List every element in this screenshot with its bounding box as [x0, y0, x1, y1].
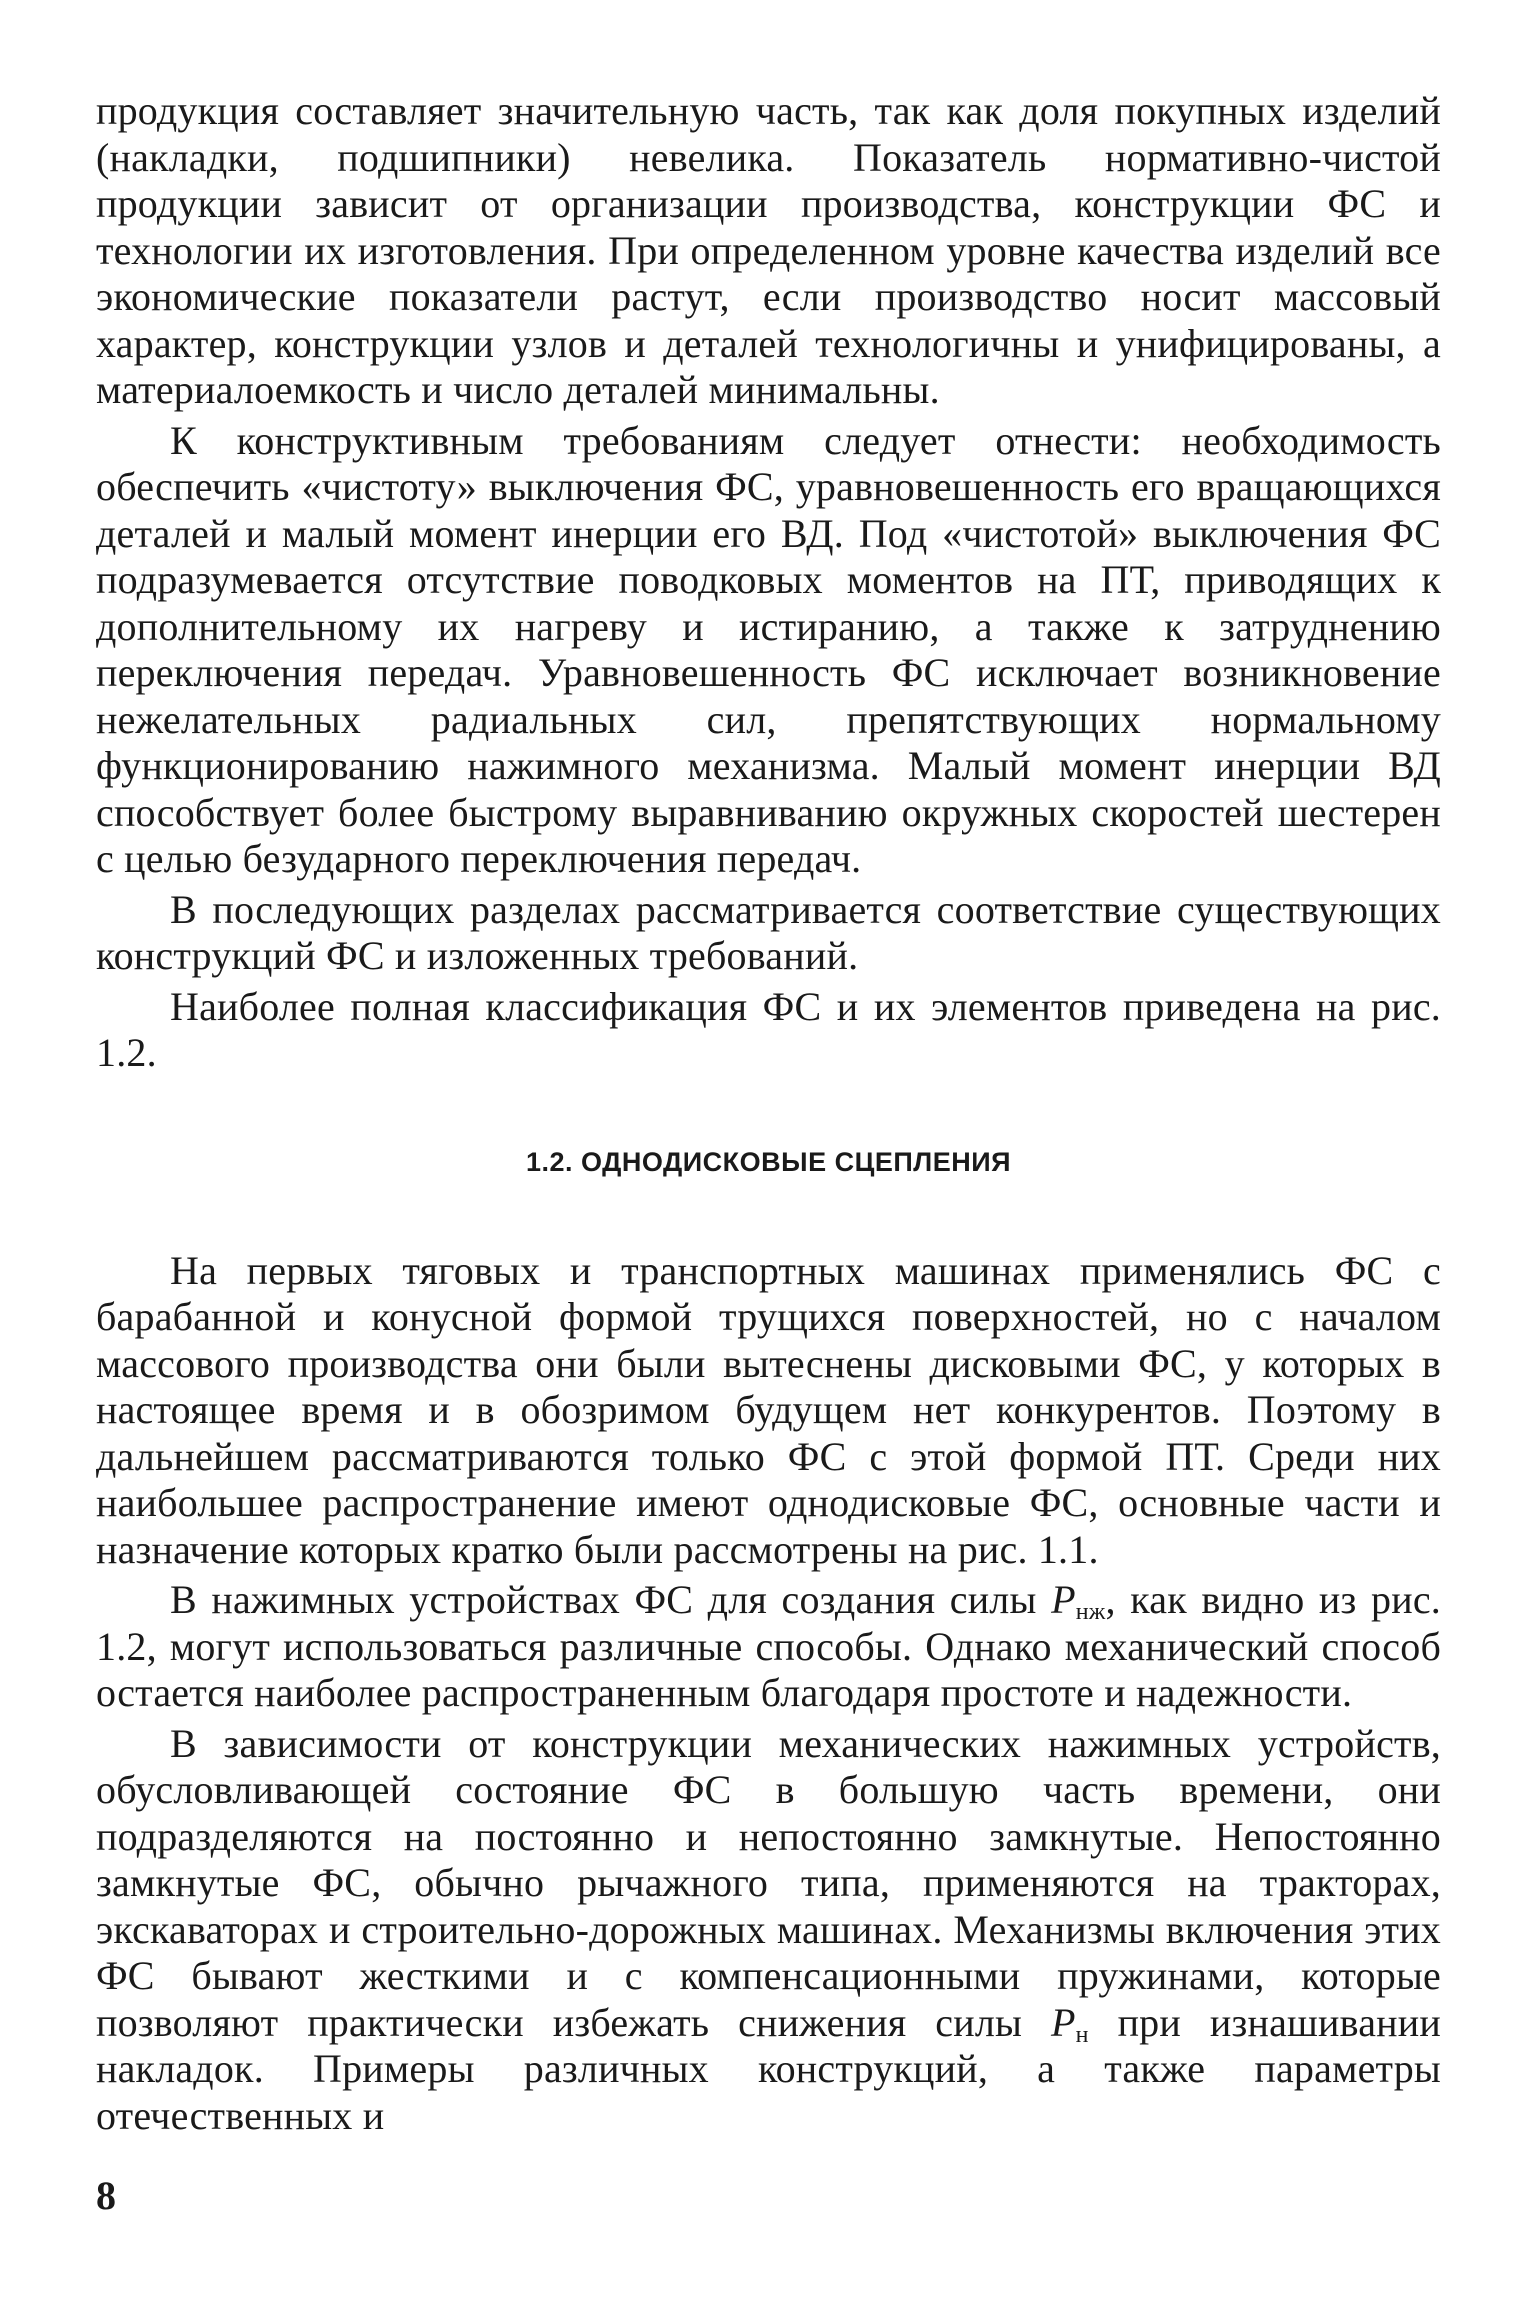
paragraph-design-dependency — [96, 1721, 1441, 2140]
text-run: В зависимости от конструкции механических нажимных устройств, обусловливающей состояние ФС в большую часть времени, они подразделяются на постоянно и непостоянно замкнутые. Непостоянно замкнутые ФС, обычно рычажного типа, применяются на тракторах, экскаваторах и строительно-дорожных машинах. Механизмы включения этих ФС бывают жесткими и с компенсационными пружинами, которые позволяют практически избежать снижения силы — [96, 1720, 1441, 2045]
paragraph-first-machines: На первых тяговых и транспортных машинах применялись ФС с барабанной и конусной формой трущихся поверхностей, но с началом массового производства они были вытеснены дисковыми ФС, у которых в настоящее время и в обозримом будущем нет конкурентов. Поэтому в дальнейшем рассматриваются только ФС с этой формой ПТ. Среди них наибольшее распространение имеют однодисковые ФС, основные части и назначение которых кратко были рассмотрены на рис. 1.1. — [96, 1247, 1441, 1572]
force-symbol: P — [1051, 1577, 1076, 1622]
section-heading: 1.2. ОДНОДИСКОВЫЕ СЦЕПЛЕНИЯ — [525, 1146, 1012, 1177]
paragraph-pressure-devices — [96, 1577, 1441, 1717]
paragraph-subsequent-sections: В последующих разделах рассматривается соответствие существующих конструкций ФС и изложенных требований. — [96, 886, 1441, 978]
page-body — [96, 88, 1441, 2141]
force-subscript: н — [1075, 2021, 1089, 2048]
paragraph-classification: Наиболее полная классификация ФС и их элементов приведена на рис. 1.2. — [96, 983, 1441, 1075]
force-subscript: нж — [1075, 1599, 1106, 1625]
text-run: В нажимных устройствах ФС для создания силы — [170, 1577, 1052, 1622]
page-number: 8 — [96, 2173, 116, 2218]
paragraph-production: продукция составляет значительную часть, так как доля покупных изделий (накладки, подшипники) невелика. Показатель нормативно-чистой продукции зависит от организации производства, конструкции ФС и технологии их изготовления. При определенном уровне качества изделий все экономические показатели растут, если производство носит массовый характер, конструкции узлов и деталей технологичны и унифицированы, а материалоемкость и число деталей минимальны. — [96, 88, 1441, 412]
text-run: при изнашивании накладок. Примеры различных конструкций, а также параметры отечественных и — [96, 1999, 1441, 2138]
text-run: , как видно из рис. 1.2, могут использоваться различные способы. Однако механический способ остается наиболее распространенным благодаря простоте и надежности. — [96, 1577, 1442, 1715]
paragraph-design-requirements: К конструктивным требованиям следует отнести: необходимость обеспечить «чистоту» выключения ФС, уравновешенность его вращающихся деталей и малый момент инерции его ВД. Под «чистотой» выключения ФС подразумевается отсутствие поводковых моментов на ПТ, приводящих к дополнительному их нагреву и истиранию, а также к затруднению переключения передач. Уравновешенность ФС исключает возникновение нежелательных радиальных сил, препятствующих нормальному функционированию нажимного механизма. Малый момент инерции ВД способствует более быстрому выравниванию окружных скоростей шестерен с целью безударного переключения передач. — [96, 417, 1441, 881]
force-symbol: P — [1050, 1999, 1076, 2045]
